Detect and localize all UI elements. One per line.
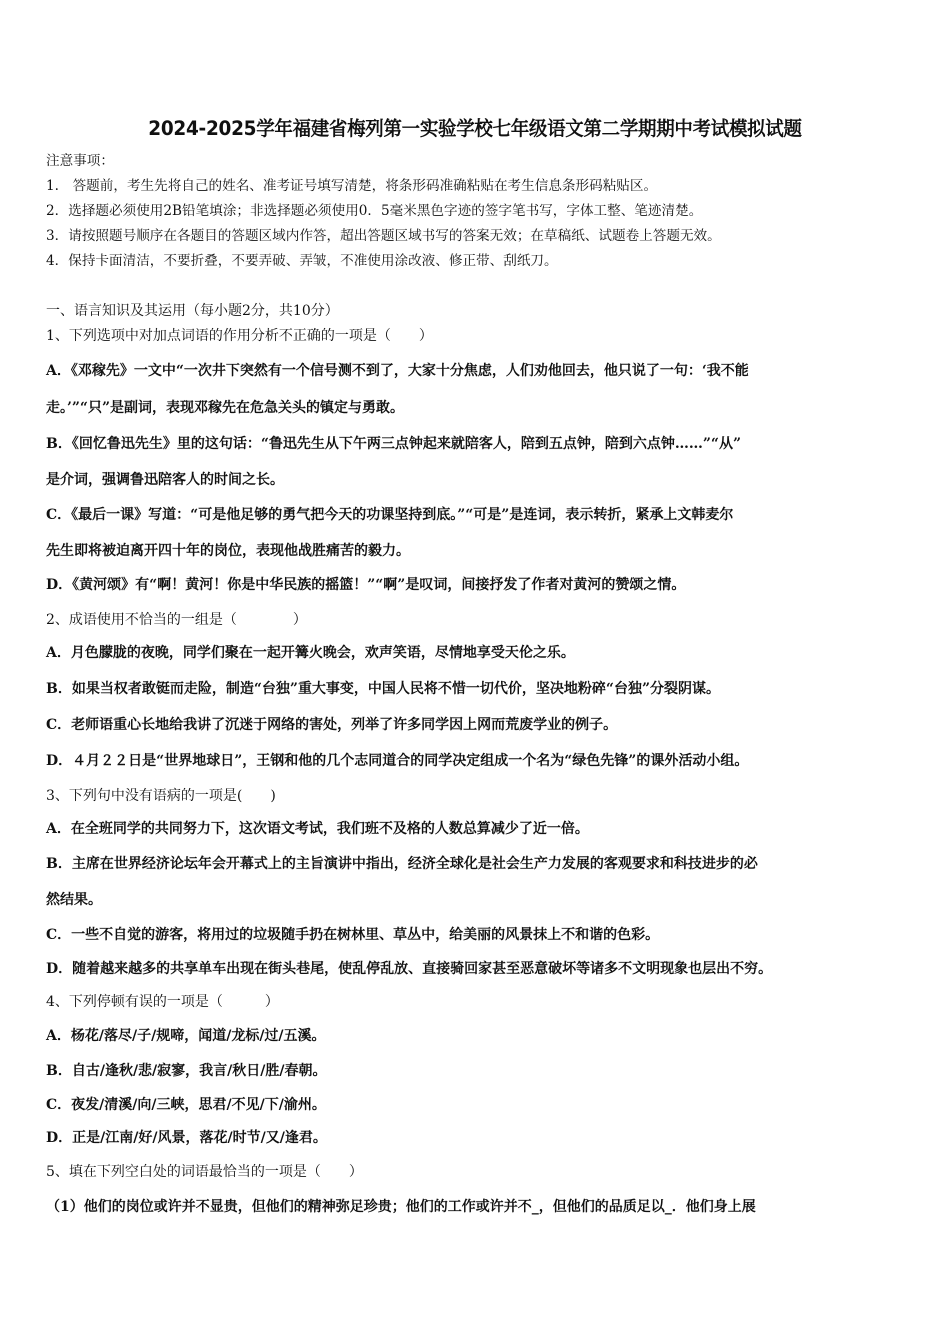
note-item: 4．保持卡面清洁，不要折叠，不要弄破、弄皱，不准使用涂改液、修正带、刮纸刀。 (46, 253, 558, 269)
option-d: D．随着越来越多的共享单车出现在街头巷尾，使乱停乱放、直接骑回家甚至恶意破坏等诸多不文明现象也层出不穷。 (46, 961, 773, 977)
option-b: B．《回忆鲁迅先生》里的这句话：“鲁迅先生从下午两三点钟起来就陪客人，陪到五点钟，陪到六点钟……”“从” (46, 436, 742, 452)
option-b-cont: 然结果。 (46, 892, 102, 908)
option-c-cont: 先生即将被迫离开四十年的岗位，表现他战胜痛苦的毅力。 (46, 543, 410, 559)
option-b: B．自古/逢秋/悲/寂寥，我言/秋日/胜/春朝。 (46, 1063, 327, 1079)
option-b: B．如果当权者敢铤而走险，制造“台独”重大事变，中国人民将不惜一切代价，坚决地粉碎“台独”分裂阴谋。 (46, 681, 721, 697)
option-a: A．杨花/落尽/子/规啼，闻道/龙标/过/五溪。 (46, 1028, 326, 1044)
option-a-cont: 走。’”“只”是副词，表现邓稼先在危急关头的镇定与勇敢。 (46, 400, 405, 416)
exam-title: 2024-2025学年福建省梅列第一实验学校七年级语文第二学期期中考试模拟试题 (148, 117, 802, 140)
question-stem: 2、成语使用不恰当的一组是（ ） (46, 612, 307, 628)
option-a: A．月色朦胧的夜晚，同学们聚在一起开篝火晚会，欢声笑语，尽情地享受天伦之乐。 (46, 645, 575, 661)
option-c: C．老师语重心长地给我讲了沉迷于网络的害处，列举了许多同学因上网而荒废学业的例子。 (46, 717, 618, 733)
note-item: 1. 答题前，考生先将自己的姓名、准考证号填写清楚，将条形码准确粘贴在考生信息条形码粘贴区。 (46, 178, 658, 194)
option-c: C．夜发/清溪/向/三峡，思君/不见/下/渝州。 (46, 1097, 326, 1113)
option-c: C．一些不自觉的游客，将用过的垃圾随手扔在树林里、草丛中，给美丽的风景抹上不和谐的色彩。 (46, 927, 660, 943)
option-d: D．４月２２日是“世界地球日”，王钢和他的几个志同道合的同学决定组成一个名为“绿色先锋”的课外活动小组。 (46, 753, 749, 769)
option-c: C．《最后一课》写道：“可是他足够的勇气把今天的功课坚持到底。”“可是”是连词，表示转折，紧承上文韩麦尔 (46, 507, 734, 523)
option-b: B．主席在世界经济论坛年会开幕式上的主旨演讲中指出，经济全球化是社会生产力发展的客观要求和科技进步的必 (46, 856, 758, 872)
option-b-cont: 是介词，强调鲁迅陪客人的时间之长。 (46, 472, 284, 488)
section-heading: 一、语言知识及其运用（每小题2分，共10分） (46, 303, 339, 319)
question-stem: 1、下列选项中对加点词语的作用分析不正确的一项是（ ） (46, 328, 433, 344)
note-item: 2．选择题必须使用2B铅笔填涂；非选择题必须使用0．5毫米黑色字迹的签字笔书写，字体工整、笔迹清楚。 (46, 203, 703, 219)
note-item: 3．请按照题号顺序在各题目的答题区域内作答，超出答题区域书写的答案无效；在草稿纸、试题卷上答题无效。 (46, 228, 721, 244)
question-stem: 4、下列停顿有误的一项是（ ） (46, 994, 279, 1010)
question-paragraph: （1）他们的岗位或许并不显贵，但他们的精神弥足珍贵；他们的工作或许并不_，但他们的品质足以_．他们身上展 (46, 1199, 756, 1215)
question-stem: 5、填在下列空白处的词语最恰当的一项是（ ） (46, 1164, 363, 1180)
option-a: A．在全班同学的共同努力下，这次语文考试，我们班不及格的人数总算减少了近一倍。 (46, 821, 589, 837)
option-d: D．《黄河颂》有“啊！黄河！你是中华民族的摇篮！”“啊”是叹词，间接抒发了作者对黄河的赞颂之情。 (46, 577, 686, 593)
option-a: A．《邓稼先》一文中“一次井下突然有一个信号测不到了，大家十分焦虑，人们劝他回去，他只说了一句：‘我不能 (46, 363, 749, 379)
question-stem: 3、下列句中没有语病的一项是( ) (46, 788, 276, 804)
option-d: D．正是/江南/好/风景，落花/时节/又/逢君。 (46, 1130, 327, 1146)
notes-heading: 注意事项： (46, 153, 114, 169)
